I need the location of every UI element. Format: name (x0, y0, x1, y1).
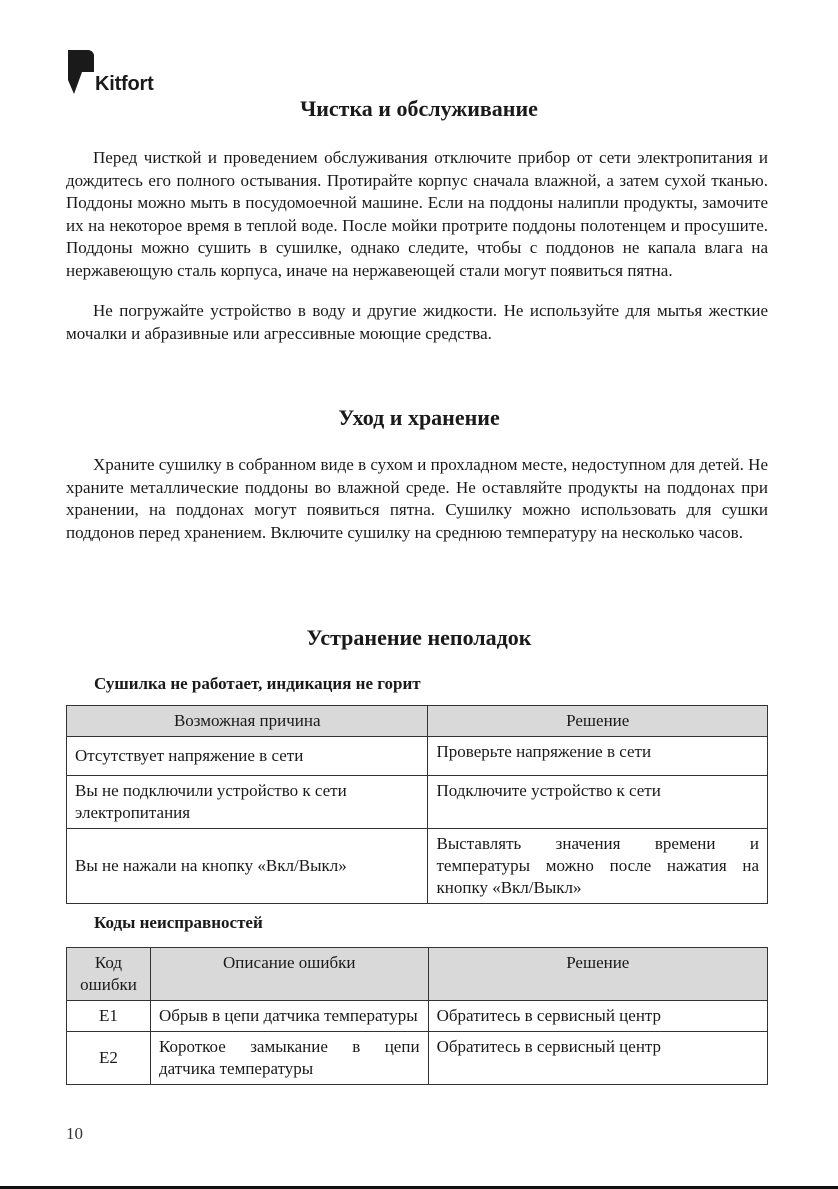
error-description-cell: Обрыв в цепи датчика температуры (150, 1001, 428, 1032)
error-code-cell: E2 (67, 1032, 151, 1085)
table-row (67, 829, 768, 904)
storage-paragraph-1: Храните сушилку в собранном виде в сухом и прохладном месте, недоступном для детей. Не храните металлические поддоны во влажной среде. Не оставляйте продукты на поддонах при хранении, на поддонах могут появиться пятна. Сушилку можно использовать для сушки поддонов перед хранением. Включите сушилку на среднюю температуру на несколько часов. (66, 455, 768, 542)
column-header-solution: Решение (428, 948, 767, 1001)
table1-caption: Сушилка не работает, индикация не горит (94, 674, 421, 693)
cleaning-paragraph-1: Перед чисткой и проведением обслуживания отключите прибор от сети электропитания и дождитесь его полного остывания. Протирайте корпус сначала влажной, а затем сухой тканью. Поддоны можно мыть в посудомоечной машине. Если на поддоны налипли продукты, замочите их на некоторое время в теплой воде. После мойки протрите поддоны полотенцем и просушите. Поддоны можно сушить в сушилке, однако следите, чтобы с поддонов не капала влага на нержавеющую сталь корпуса, иначе на нержавеющей стали могут появиться пятна. (66, 148, 768, 280)
table-header-row (67, 948, 768, 1001)
table-header-row (67, 706, 768, 737)
error-code-cell: E1 (67, 1001, 151, 1032)
solution-cell: Подключите устройство к сети (428, 776, 768, 829)
kitfort-logo-mark (66, 48, 96, 98)
error-solution-cell: Обратитесь в сервисный центр (428, 1001, 767, 1032)
table-row (67, 737, 768, 776)
column-header-code: Код ошибки (67, 948, 151, 1001)
column-header-description: Описание ошибки (150, 948, 428, 1001)
section-title-cleaning: Чистка и обслуживание (300, 96, 538, 121)
table-row (67, 776, 768, 829)
cleaning-paragraph-2: Не погружайте устройство в воду и другие жидкости. Не используйте для мытья жесткие мочалки и абразивные или агрессивные моющие средства. (66, 301, 768, 343)
table-row (67, 1032, 768, 1085)
brand-logo (66, 48, 154, 98)
troubleshooting-table (66, 705, 768, 904)
section-title-troubleshooting: Устранение неполадок (306, 625, 532, 650)
page-number: 10 (66, 1124, 83, 1143)
solution-cell: Проверьте напряжение в сети (428, 737, 768, 776)
error-codes-table (66, 947, 768, 1085)
column-header-solution: Решение (428, 706, 768, 737)
cause-cell: Вы не подключили устройство к сети электропитания (67, 776, 428, 829)
cause-cell: Вы не нажали на кнопку «Вкл/Выкл» (67, 829, 428, 904)
cause-cell: Отсутствует напряжение в сети (67, 737, 428, 776)
column-header-cause: Возможная причина (67, 706, 428, 737)
error-solution-cell: Обратитесь в сервисный центр (428, 1032, 767, 1085)
table-row (67, 1001, 768, 1032)
error-description-cell: Короткое замыкание в цепи датчика температуры (150, 1032, 428, 1085)
section-title-storage: Уход и хранение (338, 405, 500, 430)
solution-cell: Выставлять значения времени и температуры можно после нажатия на кнопку «Вкл/Выкл» (428, 829, 768, 904)
table2-caption: Коды неисправностей (94, 913, 263, 932)
brand-name: Kitfort (95, 73, 154, 95)
